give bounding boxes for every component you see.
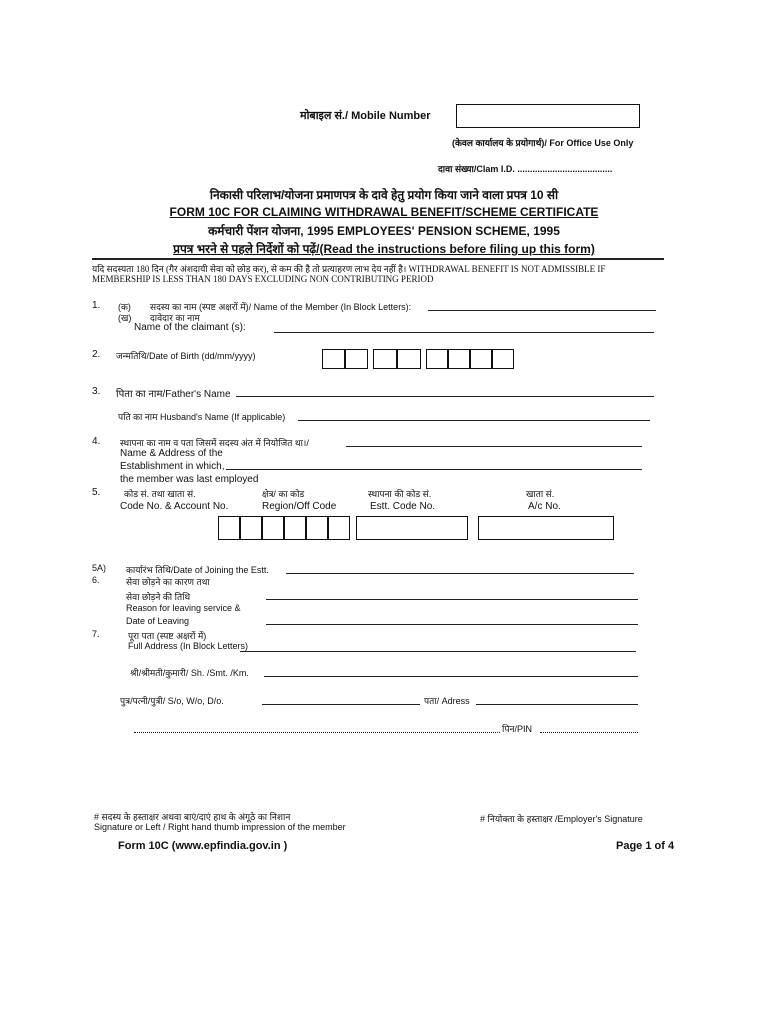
- pin-field[interactable]: [540, 732, 638, 733]
- field-4-number: 4.: [92, 436, 101, 447]
- address-label: पता/ Adress: [424, 696, 470, 706]
- dob-month-digit-1[interactable]: [373, 349, 397, 369]
- member-name-field[interactable]: [428, 310, 656, 311]
- relation-label: पुत्र/पत्नी/पुत्री/ S/o, W/o, D/o.: [120, 696, 224, 706]
- dob-year-digit-2[interactable]: [448, 349, 470, 369]
- full-address-label: Full Address (In Block Letters): [128, 641, 249, 651]
- leaving-reason-field-2[interactable]: [266, 624, 638, 625]
- title-divider: [92, 258, 664, 260]
- mobile-number-input[interactable]: [456, 104, 640, 128]
- employer-signature-label: # नियोक्ता के हस्ताक्षर /Employer's Signature: [480, 814, 643, 824]
- field-1-number: 1.: [92, 300, 101, 311]
- field-5a-number: 5A): [92, 563, 107, 573]
- claimant-hindi-label: दावेदार का नाम: [150, 313, 200, 323]
- joining-date-field[interactable]: [286, 573, 634, 574]
- hindi-title: निकासी परिलाभ/योजना प्रमाणपत्र के दावे हेतु प्रयोग किया जाने वाला प्रपत्र 10 सी: [209, 188, 559, 202]
- region-code-hindi-label: क्षेत्र/ का कोड: [262, 489, 305, 499]
- region-code-label: Region/Off Code: [262, 501, 337, 512]
- member-name-label: सदस्य का नाम (स्पष्ट अक्षरों में)/ Name of the Member (In Block Letters):: [150, 302, 412, 312]
- field-5-number: 5.: [92, 487, 101, 498]
- establishment-label-1: Name & Address of the: [120, 448, 223, 459]
- establishment-field-2[interactable]: [226, 469, 642, 470]
- establishment-hindi-label: स्थापना का नाम व पता जिसमें सदस्य अंत में नियोजित था।/: [120, 438, 309, 448]
- field-3-number: 3.: [92, 386, 101, 397]
- claim-id-label: दावा संख्या/Clam I.D. ......................................: [438, 164, 613, 174]
- account-no-hindi-label: खाता सं.: [526, 489, 555, 499]
- leaving-reason-label: Reason for leaving service &: [126, 603, 241, 613]
- region-code-cell-5[interactable]: [306, 516, 328, 540]
- leaving-reason-field-1[interactable]: [266, 599, 638, 600]
- region-code-cell-3[interactable]: [262, 516, 284, 540]
- leaving-reason-hindi-label-1: सेवा छोड़ने का कारण तथा: [126, 577, 210, 587]
- instructions-title: प्रपत्र भरने से पहले निर्देशों को पढ़ें/(Read the instructions before filing up this form): [173, 242, 595, 256]
- field-1b-marker: (ख): [118, 313, 132, 323]
- pin-label: पिन/PIN: [502, 724, 532, 734]
- establishment-field-1[interactable]: [346, 446, 642, 447]
- establishment-label-2: Establishment in which,: [120, 461, 225, 472]
- claimant-name-field[interactable]: [274, 332, 654, 333]
- dob-year-digit-3[interactable]: [470, 349, 492, 369]
- leaving-reason-hindi-label-2: सेवा छोड़ने की तिथि: [126, 592, 191, 602]
- joining-date-label: कार्यारंभ तिथि/Date of Joining the Estt.: [126, 565, 269, 575]
- code-account-hindi-label: कोड सं. तथा खाता सं.: [124, 489, 196, 499]
- region-code-cell-2[interactable]: [240, 516, 262, 540]
- estt-code-label: Estt. Code No.: [370, 501, 436, 512]
- member-signature-hindi: # सदस्य के हस्ताक्षर अथवा बाएं/दाएं हाथ के अंगूठे का निशान: [94, 812, 291, 822]
- code-account-label: Code No. & Account No.: [120, 501, 229, 512]
- dob-month-digit-2[interactable]: [397, 349, 421, 369]
- region-code-cell-4[interactable]: [284, 516, 306, 540]
- field-2-number: 2.: [92, 349, 101, 360]
- estt-code-input[interactable]: [356, 516, 468, 540]
- husband-name-label: पति का नाम Husband's Name (If applicable): [118, 412, 286, 422]
- account-no-input[interactable]: [478, 516, 614, 540]
- husband-name-field[interactable]: [298, 420, 650, 421]
- address-line-field[interactable]: [134, 732, 500, 733]
- notice-line-2: MEMBERSHIP IS LESS THAN 180 DAYS EXCLUDING NON CONTRIBUTING PERIOD: [92, 274, 434, 284]
- field-6-number: 6.: [92, 575, 100, 585]
- form-title: FORM 10C FOR CLAIMING WITHDRAWAL BENEFIT/SCHEME CERTIFICATE: [169, 205, 599, 219]
- father-name-label: पिता का नाम/Father's Name: [116, 389, 231, 400]
- dob-year-digit-1[interactable]: [426, 349, 448, 369]
- relation-name-field[interactable]: [262, 704, 420, 705]
- region-code-cell-1[interactable]: [218, 516, 240, 540]
- dob-label: जन्मतिथि/Date of Birth (dd/mm/yyyy): [116, 351, 256, 361]
- full-address-field[interactable]: [240, 651, 636, 652]
- region-code-cell-6[interactable]: [328, 516, 350, 540]
- office-use-label: (केवल कार्यालय के प्रयोगार्थ)/ For Office Use Only: [452, 138, 634, 148]
- claimant-name-label: Name of the claimant (s):: [134, 322, 246, 333]
- establishment-label-3: the member was last employed: [120, 474, 259, 485]
- address-hindi-label: पूरा पता (स्पष्ट अक्षरों में): [128, 631, 207, 641]
- estt-code-hindi-label: स्थापना की कोड सं.: [368, 489, 432, 499]
- title-label: श्री/श्रीमती/कुमारी/ Sh. /Smt. /Km.: [130, 668, 249, 678]
- dob-year-digit-4[interactable]: [492, 349, 514, 369]
- dob-day-digit-1[interactable]: [322, 349, 346, 369]
- address-name-field[interactable]: [264, 676, 638, 677]
- mobile-number-label: मोबाइल सं./ Mobile Number: [300, 110, 431, 122]
- scheme-title: कर्मचारी पेंशन योजना, 1995 EMPLOYEES' PENSION SCHEME, 1995: [208, 224, 560, 238]
- address-field[interactable]: [476, 704, 638, 705]
- leaving-date-label: Date of Leaving: [126, 616, 190, 626]
- dob-day-digit-2[interactable]: [344, 349, 368, 369]
- field-1a-marker: (क): [118, 302, 131, 312]
- page-number: Page 1 of 4: [616, 840, 675, 852]
- account-no-label: A/c No.: [528, 501, 561, 512]
- field-7-number: 7.: [92, 629, 100, 639]
- form-reference: Form 10C (www.epfindia.gov.in ): [118, 840, 288, 852]
- father-name-field[interactable]: [236, 396, 654, 397]
- member-signature-label: Signature or Left / Right hand thumb impression of the member: [94, 822, 346, 832]
- notice-line-1: यदि सदस्यता 180 दिन (गैर अंशदायी सेवा को छोड़ कर), से कम की है तो प्रत्याहरण लाभ देय नहीं है। WITHDRAWAL BENEFIT IS NOT ADMISSIBLE IF: [92, 264, 606, 274]
